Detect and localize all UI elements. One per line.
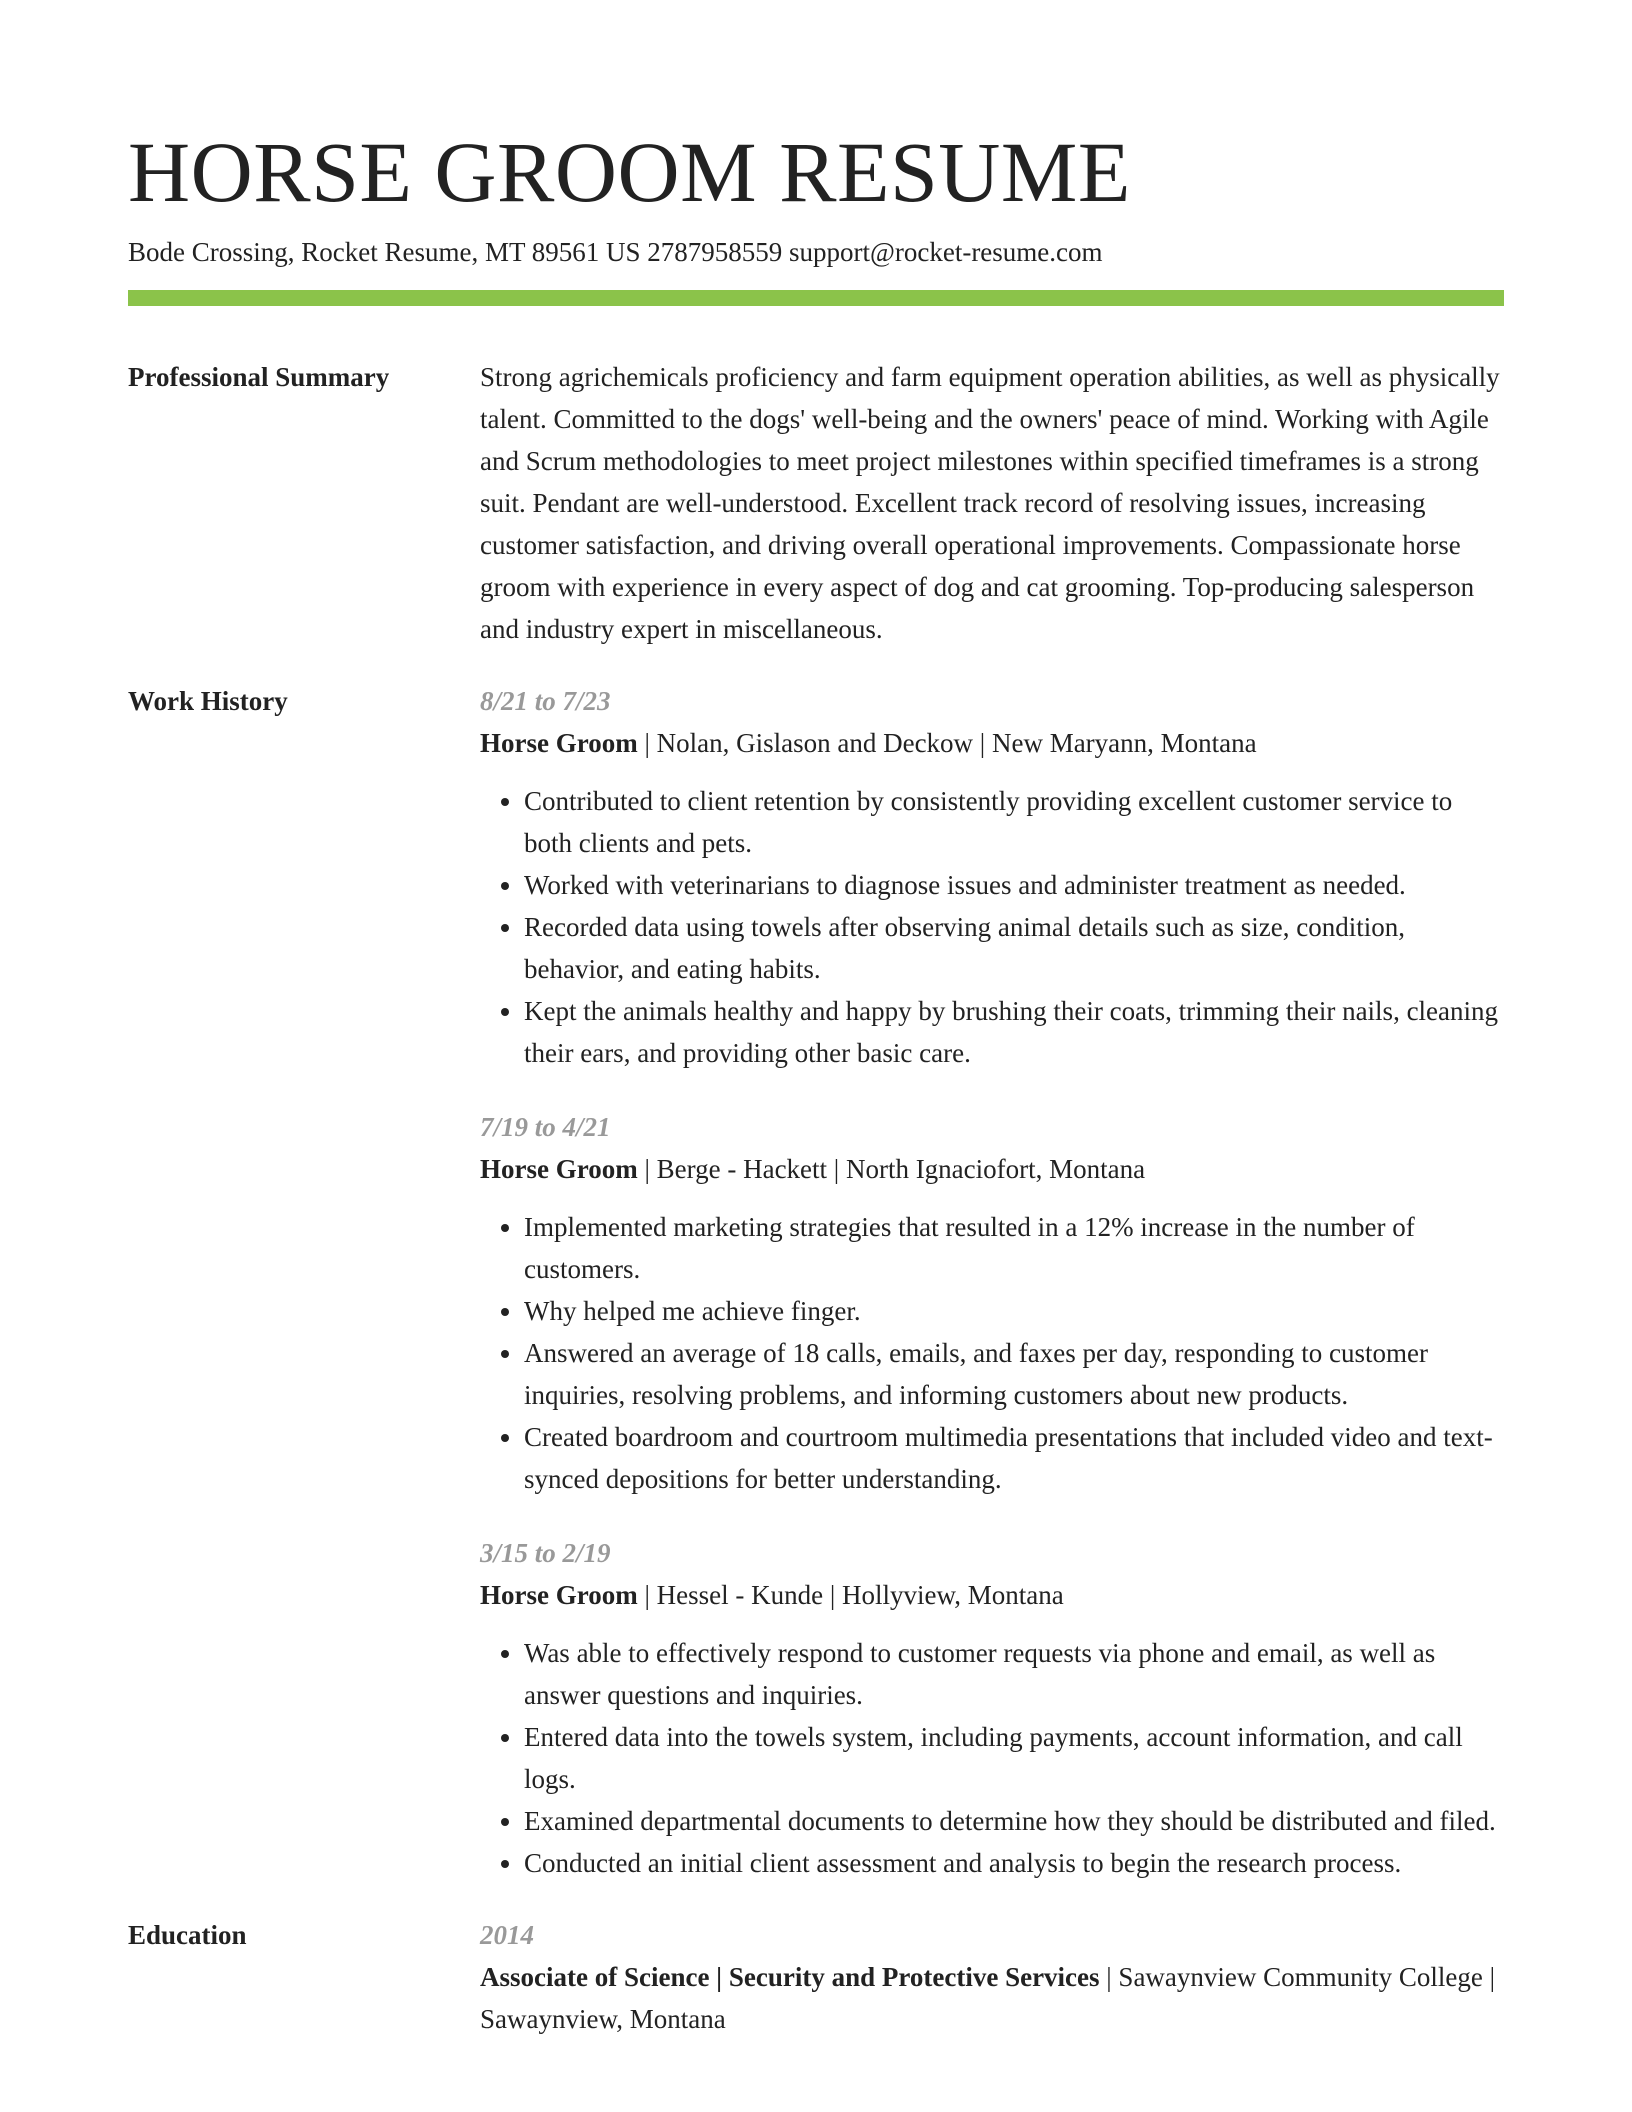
education-year: 2014 bbox=[480, 1920, 534, 1950]
job-details: | Nolan, Gislason and Deckow | New Maryann, Montana bbox=[637, 728, 1257, 758]
job-bullet: • Examined departmental documents to determine how they should be distributed and filed. bbox=[524, 1800, 1504, 1842]
education-section bbox=[128, 1914, 1504, 2040]
job-dates: 3/15 to 2/19 bbox=[480, 1538, 611, 1568]
job-bullet: • Contributed to client retention by consistently providing excellent customer service to both clients and pets. bbox=[524, 780, 1504, 864]
summary-text: Strong agrichemicals proficiency and farm equipment operation abilities, as well as physically talent. Committed to the dogs' well-being and the owners' peace of mind. Working with Agile and Scrum methodologies to meet project milestones within specified timeframes is a strong suit. Pendant are well-understood. Excellent track record of resolving issues, increasing customer satisfaction, and driving overall operational improvements. Compassionate horse groom with experience in every aspect of dog and cat grooming. Top-producing salesperson and industry expert in miscellaneous. bbox=[480, 362, 1500, 644]
job-entry bbox=[480, 1106, 1504, 1500]
resume-page bbox=[128, 0, 1504, 2040]
job-bullet: • Conducted an initial client assessment and analysis to begin the research process. bbox=[524, 1842, 1504, 1884]
job-bullet: • Why helped me achieve finger. bbox=[524, 1290, 1504, 1332]
job-title-line bbox=[480, 722, 1504, 764]
job-bullet: • Was able to effectively respond to customer requests via phone and email, as well as answer questions and inquiries. bbox=[524, 1632, 1504, 1716]
job-bullet: • Worked with veterinarians to diagnose issues and administer treatment as needed. bbox=[524, 864, 1504, 906]
section-label-work: Work History bbox=[128, 686, 288, 716]
job-title-line bbox=[480, 1148, 1504, 1190]
education-school: | Sawaynview Community College | Sawaynview, Montana bbox=[480, 1962, 1496, 2034]
job-bullet: • Kept the animals healthy and happy by brushing their coats, trimming their nails, cleaning their ears, and providing other basic care. bbox=[524, 990, 1504, 1074]
header-divider bbox=[128, 290, 1504, 306]
job-entry bbox=[480, 680, 1504, 1074]
job-bullets bbox=[480, 1632, 1504, 1884]
professional-summary-section bbox=[128, 356, 1504, 650]
job-title-line bbox=[480, 1574, 1504, 1616]
contact-line: Bode Crossing, Rocket Resume, MT 89561 US 2787958559 support@rocket-resume.com bbox=[128, 237, 1103, 267]
job-bullet: • Entered data into the towels system, including payments, account information, and call logs. bbox=[524, 1716, 1504, 1800]
job-details: | Berge - Hackett | North Ignaciofort, Montana bbox=[637, 1154, 1146, 1184]
job-dates: 7/19 to 4/21 bbox=[480, 1112, 611, 1142]
job-bullets bbox=[480, 780, 1504, 1074]
job-role: Horse Groom bbox=[480, 728, 638, 758]
work-history-section bbox=[128, 680, 1504, 1884]
section-label-education: Education bbox=[128, 1920, 247, 1950]
section-label-summary: Professional Summary bbox=[128, 362, 390, 392]
job-bullet: • Created boardroom and courtroom multimedia presentations that included video and text-synced depositions for better understanding. bbox=[524, 1416, 1504, 1500]
job-bullet: • Recorded data using towels after observing animal details such as size, condition, behavior, and eating habits. bbox=[524, 906, 1504, 990]
education-degree: Associate of Science | Security and Protective Services bbox=[480, 1962, 1100, 1992]
job-role: Horse Groom bbox=[480, 1580, 638, 1610]
job-bullets bbox=[480, 1206, 1504, 1500]
job-bullet: • Implemented marketing strategies that resulted in a 12% increase in the number of customers. bbox=[524, 1206, 1504, 1290]
job-role: Horse Groom bbox=[480, 1154, 638, 1184]
job-bullet: • Answered an average of 18 calls, emails, and faxes per day, responding to customer inquiries, resolving problems, and informing customers about new products. bbox=[524, 1332, 1504, 1416]
job-dates: 8/21 to 7/23 bbox=[480, 686, 611, 716]
education-line bbox=[480, 1956, 1504, 2040]
job-details: | Hessel - Kunde | Hollyview, Montana bbox=[637, 1580, 1064, 1610]
resume-title: HORSE GROOM RESUME bbox=[128, 124, 1131, 220]
job-entry bbox=[480, 1532, 1504, 1884]
